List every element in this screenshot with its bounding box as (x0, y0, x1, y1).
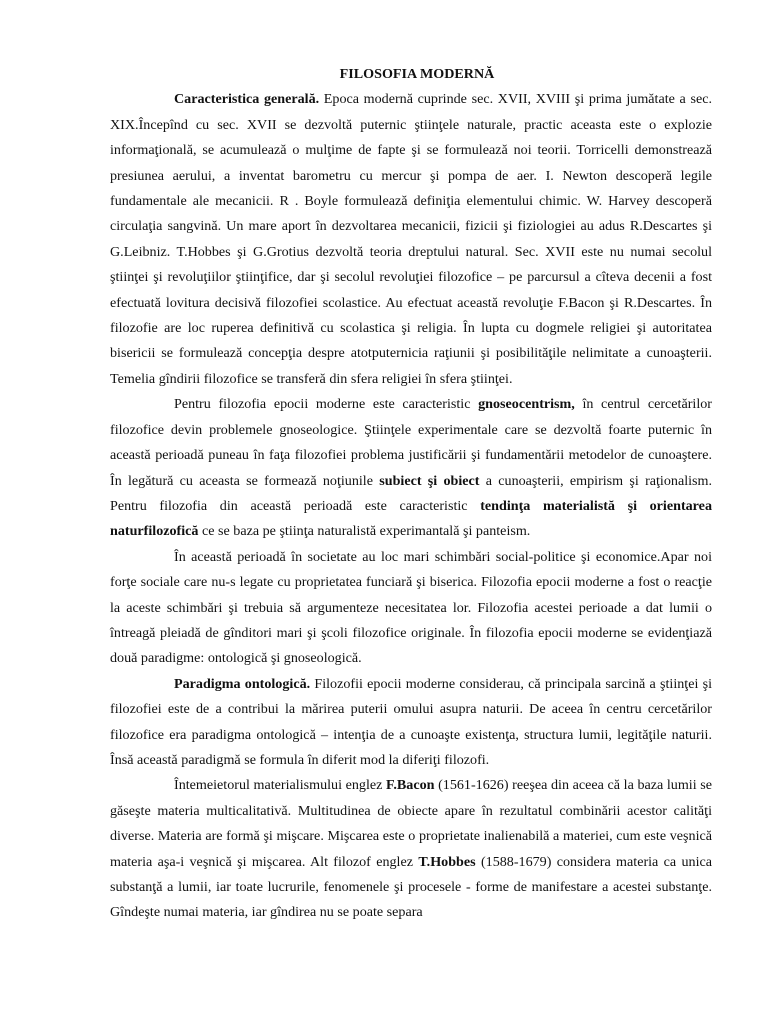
paragraph-text: (1561-1626) reeşea din aceea că la baza lumii se găseşte materia multicalitativă. Multitudinea de obiecte apare în rezultatul combinării acestor calităţi diverse. Materia are formă şi mişcare. Mişcarea este o proprietate inalienabilă a materiei, cum este veşnică materia aşa-i veşnică şi mişcarea. Alt filozof englez (110, 777, 712, 870)
paragraph-text: ce se baza pe ştiinţa naturalistă experimantală şi panteism. (198, 523, 531, 540)
paragraph-text: Filozofii epocii moderne considerau, că principala sarcină a ştiinţei şi filozofiei este de a contribui la mărirea puterii omului asupra naturii. De aceea în centru cercetărilor filozofice era paradigma ontologică – intenţia de a cunoaşte existenţa, structura lumii, legităţile naturii. Însă această paradigmă se formula în diferit mod la diferiţi filozofi. (110, 675, 712, 768)
paragraph-text: în centrul cercetărilor filozofice devin problemele gnoseologice. Ştiinţele experimentale care se dezvoltă foarte puternic în această perioadă puneau în faţa filozofiei problema justificării şi fundamentării metodelor de cunoaştere. În legătură cu aceasta se formează noţiunile (110, 396, 712, 489)
paragraph-gnoseocentrism (110, 392, 712, 544)
paragraph-text: Epoca modernă cuprinde sec. XVII, XVIII şi prima jumătate a sec. XIX.Începînd cu sec. XVII se dezvoltă puternic ştiinţele naturale, practic aceasta este o explozie informaţională, se acumulează o mulţime de fapte şi se formulează noi teorii. Torricelli demonstrează presiunea aerului, a inventat barometru cu mercur şi pompa de aer. I. Newton descoperă legile fundamentale ale mecanicii. R . Boyle formulează definiţia elementului chimic. W. Harvey descoperă circulaţia sangvină. Un mare aport în dezvoltarea mecanicii, fizicii şi fiziologiei au adus R.Descartes şi G.Leibniz. T.Hobbes şi G.Grotius dezvoltă teoria dreptului natural. Sec. XVII este nu numai secolul ştiinţei şi revoluţiilor ştiinţifice, dar şi secolul revoluţiei filozofice – pe parcursul a cîteva decenii a fost efectuată lovitura decisivă filozofiei scolastice. Au efectuat această revoluţie F.Bacon şi R.Descartes. În filozofie are loc ruperea definitivă cu scolastica şi religia. În lupta cu dogmele religiei şi autoritatea bisericii se formulează concepţia despre atotputernicia raţiunii şi posibilităţile nelimitate a cunoaşterii. Temelia gîndirii filozofice se transferă din sfera religiei în sfera ştiinţei. (110, 91, 712, 387)
document-title: FILOSOFIA MODERNĂ (339, 66, 495, 82)
paragraph-ontological-paradigm (110, 672, 712, 774)
paragraph-text: a cunoaşterii, empirism şi raţionalism. Pentru filozofia din această perioadă este caracteristic (110, 472, 712, 514)
bold-term-gnoseocentrism: gnoseocentrism, (478, 396, 575, 413)
paragraph-bacon-hobbes (110, 773, 712, 925)
bold-name-bacon: F.Bacon (386, 777, 435, 794)
bold-term-subject-object: subiect şi obiect (379, 472, 480, 489)
paragraph-general-characteristics (110, 87, 712, 392)
paragraph-social-changes: În această perioadă în societate au loc mari schimbări social-politice şi economice.Apar noi forţe sociale care nu-s legate cu proprietatea funciară şi biserica. Filozofia epocii moderne a fost o reacţie la aceste schimbări şi trebuia să argumenteze necesitatea lor. Filozofia acestei perioade a dat lumii o întreagă pleiadă de gînditori mari şi şcoli filozofice originale. În filozofia epocii moderne se evidenţiază două paradigme: ontologică şi gnoseologică. (110, 548, 712, 667)
paragraph-text: Pentru filozofia epocii moderne este caracteristic (174, 396, 479, 413)
paragraph-text: Întemeietorul materialismului englez (174, 777, 387, 794)
bold-name-hobbes: T.Hobbes (418, 853, 476, 870)
paragraph-text: (1588-1679) considera materia ca unica substanţă a lumii, iar toate lucrurile, fenomenele şi procesele - forme de manifestare a acestei substanţe. Gîndeşte numai materia, iar gîndirea nu se poate separa (110, 853, 712, 921)
document-page (110, 62, 712, 926)
bold-lead-ontological: Paradigma ontologică. (174, 675, 311, 692)
bold-term-tendencies: tendinţa materialistă şi orientarea naturfilozofică (110, 497, 712, 540)
bold-lead-general: Caracteristica generală. (174, 91, 320, 108)
